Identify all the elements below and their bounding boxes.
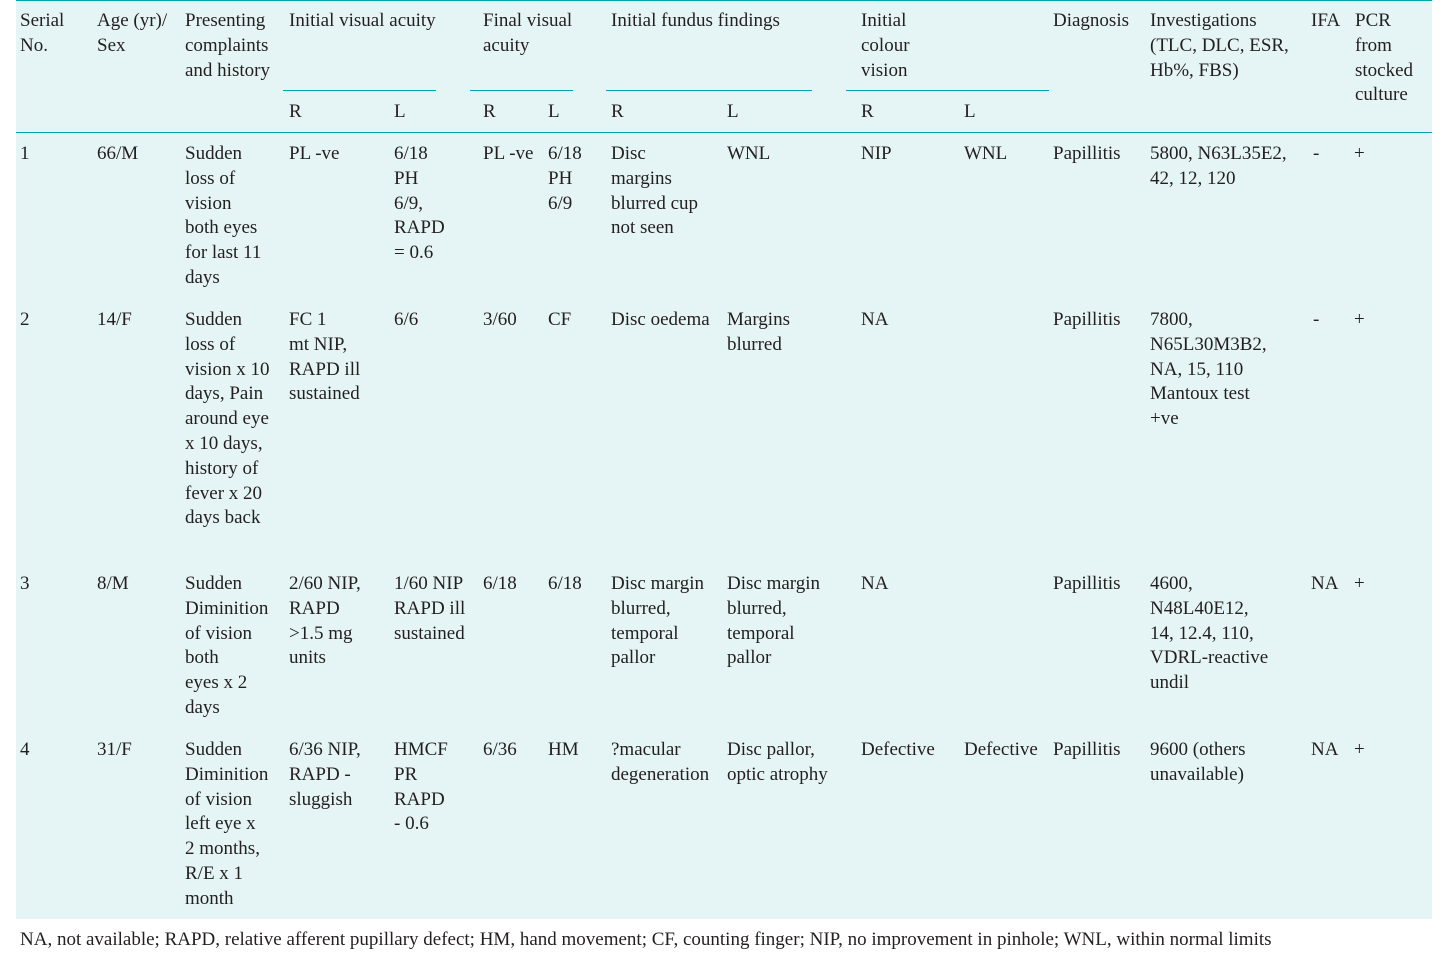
- header-initial-fundus-findings: Initial fundus findings: [611, 10, 780, 31]
- row-2-fundus-r: Disc oedema: [611, 309, 710, 330]
- row-4-fundus-r: ?macular degeneration: [611, 739, 710, 785]
- row-4-pcr: +: [1354, 739, 1365, 760]
- row-4-serial: 4: [20, 739, 30, 760]
- header-serial-no: Serial No.: [20, 10, 65, 56]
- row-1-colour-l: WNL: [964, 143, 1008, 164]
- row-2-age-sex: 14/F: [97, 309, 132, 330]
- subheader-fundus-l: L: [727, 101, 739, 122]
- row-3-presenting: Sudden Diminition of vision both eyes x 2 days: [185, 573, 269, 718]
- row-3-age-sex: 8/M: [97, 573, 129, 594]
- row-1-age-sex: 66/M: [97, 143, 139, 164]
- row-4-ifa: NA: [1311, 739, 1339, 760]
- row-1-initial-va-l: 6/18 PH 6/9, RAPD = 0.6: [394, 143, 445, 264]
- row-3-pcr: +: [1354, 573, 1365, 594]
- row-4-initial-va-r: 6/36 NIP, RAPD - sluggish: [289, 739, 361, 810]
- row-1-diagnosis: Papillitis: [1053, 143, 1121, 164]
- row-1-pcr: +: [1354, 143, 1365, 164]
- row-3-initial-va-l: 1/60 NIP RAPD ill sustained: [394, 573, 466, 644]
- row-3-ifa: NA: [1311, 573, 1339, 594]
- subheader-colour-r: R: [861, 101, 874, 122]
- row-3-fundus-l: Disc margin blurred, temporal pallor: [727, 573, 821, 669]
- row-2-investigations: 7800, N65L30M3B2, NA, 15, 110 Mantoux test +ve: [1150, 309, 1267, 430]
- initial-va-group-rule: [283, 90, 436, 91]
- row-4-presenting: Sudden Diminition of vision left eye x 2 months, R/E x 1 month: [185, 739, 269, 909]
- top-rule: [16, 0, 1432, 1]
- row-2-final-va-r: 3/60: [483, 309, 517, 330]
- subheader-final-va-r: R: [483, 101, 496, 122]
- row-1-ifa: -: [1313, 143, 1320, 164]
- row-4-colour-r: Defective: [861, 739, 935, 760]
- header-final-visual-acuity: Final visual acuity: [483, 10, 573, 56]
- colour-group-rule: [846, 90, 1049, 91]
- header-pcr: PCR from stocked culture: [1355, 10, 1414, 106]
- row-2-serial: 2: [20, 309, 30, 330]
- table-panel: [16, 0, 1432, 919]
- header-investigations: Investigations (TLC, DLC, ESR, Hb%, FBS): [1150, 10, 1289, 81]
- subheader-colour-l: L: [964, 101, 976, 122]
- final-va-group-rule: [470, 90, 573, 91]
- subheader-final-va-l: L: [548, 101, 560, 122]
- row-3-investigations: 4600, N48L40E12, 14, 12.4, 110, VDRL-reactive undil: [1150, 573, 1269, 694]
- row-3-fundus-r: Disc margin blurred, temporal pallor: [611, 573, 705, 669]
- fundus-group-rule: [606, 90, 812, 91]
- row-4-age-sex: 31/F: [97, 739, 132, 760]
- row-3-initial-va-r: 2/60 NIP, RAPD >1.5 mg units: [289, 573, 361, 669]
- row-2-ifa: -: [1313, 309, 1320, 330]
- row-3-final-va-r: 6/18: [483, 573, 517, 594]
- header-bottom-rule: [16, 132, 1432, 133]
- row-3-diagnosis: Papillitis: [1053, 573, 1121, 594]
- subheader-initial-va-r: R: [289, 101, 302, 122]
- subheader-initial-va-l: L: [394, 101, 406, 122]
- row-4-final-va-l: HM: [548, 739, 579, 760]
- row-3-serial: 3: [20, 573, 30, 594]
- table-footnote: NA, not available; RAPD, relative afferent pupillary defect; HM, hand movement; CF, counting finger; NIP, no improvement in pinhole; WNL, within normal limits: [20, 929, 1272, 950]
- row-4-investigations: 9600 (others unavailable): [1150, 739, 1246, 785]
- header-initial-visual-acuity: Initial visual acuity: [289, 10, 436, 31]
- row-4-colour-l: Defective: [964, 739, 1038, 760]
- header-initial-colour-vision: Initial colour vision: [861, 10, 910, 81]
- header-presenting-complaints: Presenting complaints and history: [185, 10, 270, 81]
- row-3-colour-r: NA: [861, 573, 889, 594]
- row-4-final-va-r: 6/36: [483, 739, 517, 760]
- row-4-diagnosis: Papillitis: [1053, 739, 1121, 760]
- row-1-final-va-l: 6/18 PH 6/9: [548, 143, 582, 214]
- row-1-serial: 1: [20, 143, 30, 164]
- row-2-initial-va-l: 6/6: [394, 309, 419, 330]
- row-1-colour-r: NIP: [861, 143, 892, 164]
- row-1-initial-va-r: PL -ve: [289, 143, 340, 164]
- row-1-presenting: Sudden loss of vision both eyes for last 11 days: [185, 143, 262, 288]
- row-1-investigations: 5800, N63L35E2, 42, 12, 120: [1150, 143, 1287, 189]
- row-2-diagnosis: Papillitis: [1053, 309, 1121, 330]
- row-1-final-va-r: PL -ve: [483, 143, 534, 164]
- row-2-final-va-l: CF: [548, 309, 572, 330]
- row-3-final-va-l: 6/18: [548, 573, 582, 594]
- row-2-fundus-l: Margins blurred: [727, 309, 790, 355]
- row-2-initial-va-r: FC 1 mt NIP, RAPD ill sustained: [289, 309, 361, 405]
- row-1-fundus-r: Disc margins blurred cup not seen: [611, 143, 699, 239]
- header-ifa: IFA: [1311, 10, 1341, 31]
- row-1-fundus-l: WNL: [727, 143, 771, 164]
- header-diagnosis: Diagnosis: [1053, 10, 1129, 31]
- row-4-initial-va-l: HMCF PR RAPD - 0.6: [394, 739, 448, 835]
- row-2-colour-r: NA: [861, 309, 889, 330]
- subheader-fundus-r: R: [611, 101, 624, 122]
- row-4-fundus-l: Disc pallor, optic atrophy: [727, 739, 828, 785]
- row-2-pcr: +: [1354, 309, 1365, 330]
- header-age-sex: Age (yr)/ Sex: [97, 10, 168, 56]
- row-2-presenting: Sudden loss of vision x 10 days, Pain around eye x 10 days, history of fever x 20 days back: [185, 309, 270, 529]
